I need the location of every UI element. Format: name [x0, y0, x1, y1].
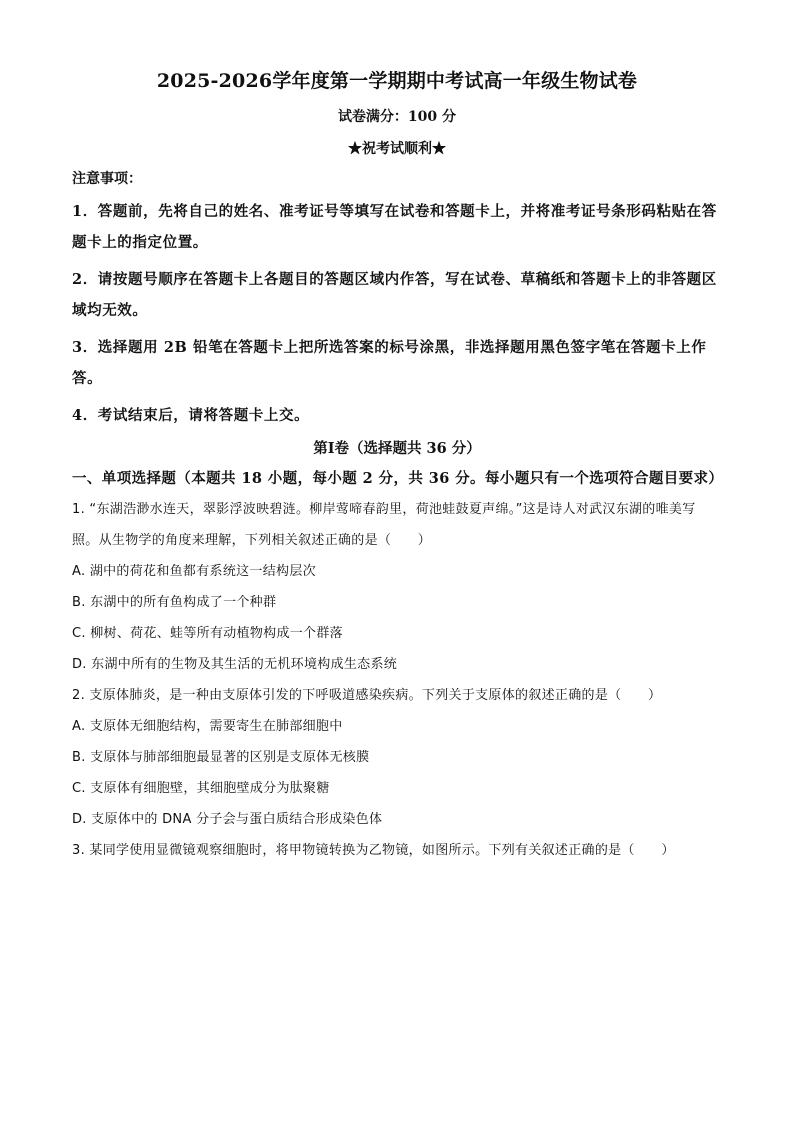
question-stem: 3. 某同学使用显微镜观察细胞时，将甲物镜转换为乙物镜，如图所示。下列有关叙述正确的是（ ） [72, 843, 675, 858]
notice-heading: 注意事项： [72, 171, 142, 187]
notice-item-2: 2．请按题号顺序在答题卡上各题目的答题区域内作答，写在试卷、草稿纸和答题卡上的非答题区域均无效。 [72, 271, 717, 319]
question-1 [72, 494, 722, 680]
notice-item-1: 1．答题前，先将自己的姓名、准考证号等填写在试卷和答题卡上，并将准考证号条形码粘贴在答题卡上的指定位置。 [72, 203, 717, 251]
part-heading: 一、单项选择题（本题共 18 小题，每小题 2 分，共 36 分。每小题只有一个选项符合题目要求） [72, 470, 724, 487]
exam-page [72, 66, 722, 866]
section-title: 第Ⅰ卷（选择题共 36 分） [313, 440, 481, 457]
question-3 [72, 835, 722, 866]
option-a: A. 支原体无细胞结构，需要寄生在肺部细胞中 [72, 719, 343, 734]
exam-title: 2025-2026学年度第一学期期中考试高一年级生物试卷 [156, 70, 638, 92]
full-score-line: 试卷满分：100 分 [337, 109, 457, 125]
option-d: D. 支原体中的 DNA 分子会与蛋白质结合形成染色体 [72, 812, 383, 827]
question-2 [72, 680, 722, 835]
question-stem: 2. 支原体肺炎，是一种由支原体引发的下呼吸道感染疾病。下列关于支原体的叙述正确的是（ ） [72, 688, 662, 703]
option-a: A. 湖中的荷花和鱼都有系统这一结构层次 [72, 564, 316, 579]
option-d: D. 东湖中所有的生物及其生活的无机环境构成生态系统 [72, 657, 398, 672]
notice-item-3: 3．选择题用 2B 铅笔在答题卡上把所选答案的标号涂黑，非选择题用黑色签字笔在答题卡上作答。 [72, 339, 707, 387]
option-b: B. 东湖中的所有鱼构成了一个种群 [72, 595, 277, 610]
blessing-line: ★祝考试顺利★ [348, 141, 446, 157]
option-b: B. 支原体与肺部细胞最显著的区别是支原体无核膜 [72, 750, 370, 765]
option-c: C. 柳树、荷花、蛙等所有动植物构成一个群落 [72, 626, 343, 641]
question-stem: 1. “东湖浩渺水连天，翠影浮波映碧涟。柳岸莺啼春韵里，荷池蛙鼓夏声绵。”这是诗人对武汉东湖的唯美写照。从生物学的角度来理解，下列相关叙述正确的是（ ） [72, 502, 696, 548]
notice-item-4: 4．考试结束后，请将答题卡上交。 [72, 407, 310, 424]
option-c: C. 支原体有细胞壁，其细胞壁成分为肽聚糖 [72, 781, 330, 796]
